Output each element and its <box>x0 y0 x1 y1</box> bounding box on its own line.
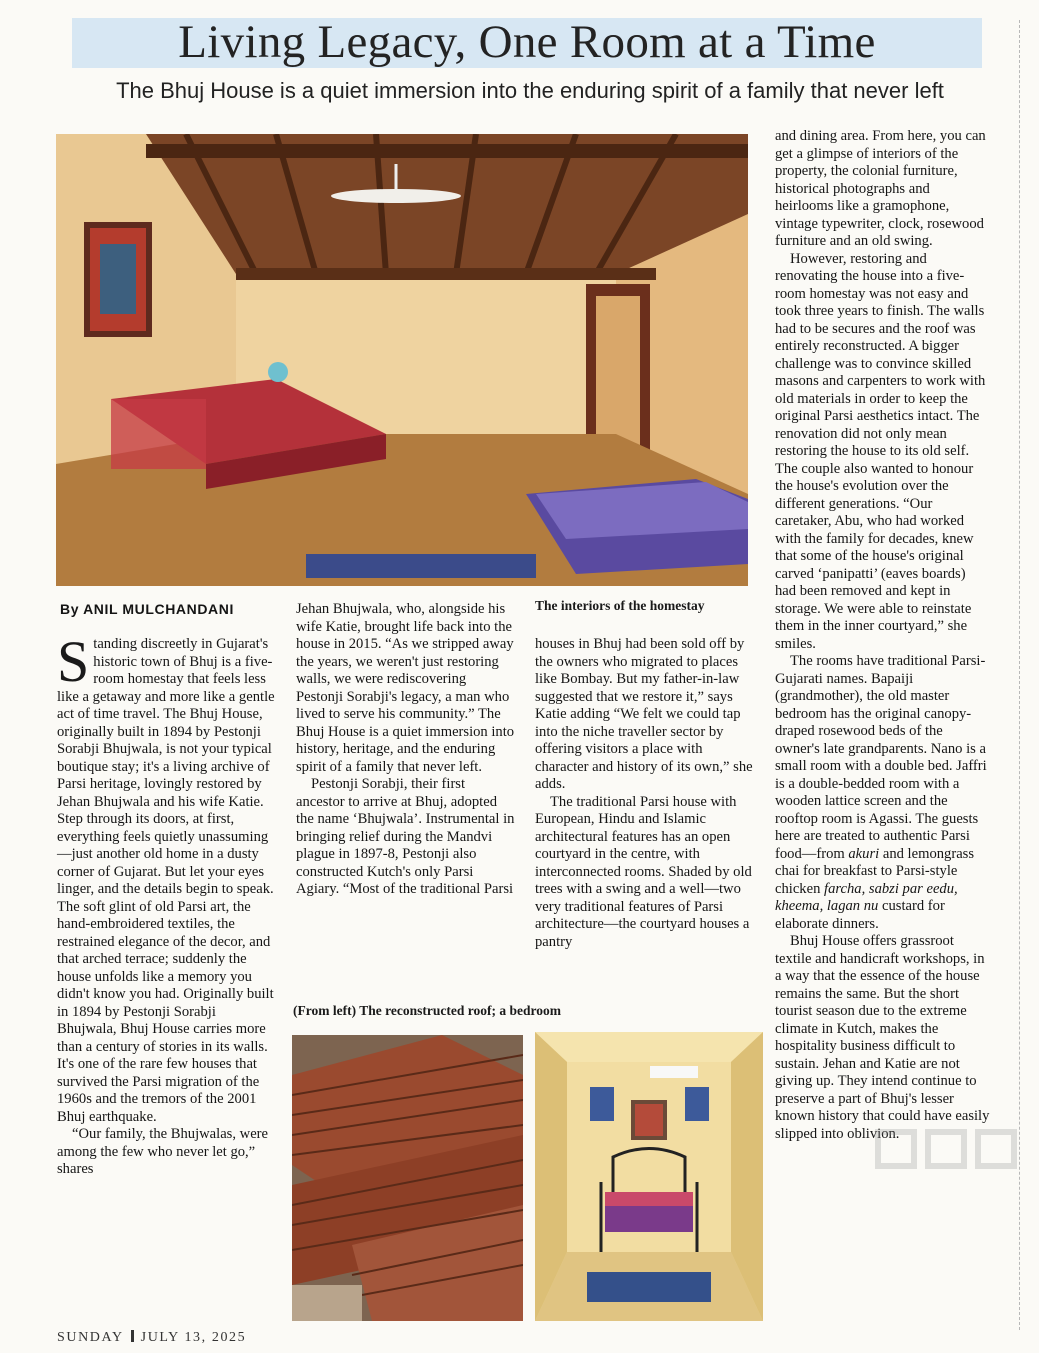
headline: Living Legacy, One Room at a Time <box>178 16 876 68</box>
paragraph: and dining area. From here, you can get a glimpse of interiors of the property, the colonial furniture, historical photographs and heirlooms like a gramophone, vintage typewriter, clock, rosewood furniture and an old swing. <box>775 128 986 249</box>
subheadline: The Bhuj House is a quiet immersion into the enduring spirit of a family that never left <box>116 78 944 103</box>
paragraph: “Our family, the Bhujwalas, were among the few who never let go,” shares <box>57 1126 269 1177</box>
article-column-2 <box>296 601 516 899</box>
page-footer <box>57 1330 246 1346</box>
paragraph: houses in Bhuj had been sold off by the owners who migrated to places like Bombay. But my father-in-law suggested that we restore it,” says Katie adding “We felt we could tap into the niche traveller sector by offering visitors a place with character and history of its own,” she adds. <box>535 636 753 792</box>
drop-cap: S <box>57 629 90 694</box>
article-column-3 <box>535 636 753 951</box>
paragraph: tanding discreetly in Gujarat's historic town of Bhuj is a five-room homestay that feels less like a getaway and more like a gentle act of time travel. The Bhuj House, originally built in 1894 by Pestonji Sorabji Bhujwala, is not your typical boutique stay; it's a living archive of Parsi heritage, lovingly restored by Jehan Bhujwala and his wife Katie. Step through its doors, at first, everything feels quietly unassuming—just another old home in a dusty corner of Gujarat. But let your eyes linger, and the details begin to speak. The soft glint of old Parsi art, the hand-embroidered textiles, the restrained elegance of the decor, and that arched terrace; suddenly the house unfolds like a memory you didn't know you had. Originally built in 1894 by Pestonji Sorabji Bhujwala, Bhuj House carries more than a century of stories in its walls. It's one of the rare few houses that survived the Parsi migration of the 1960s and the tremors of the 2001 Bhuj earthquake. <box>57 636 275 1125</box>
byline: By ANIL MULCHANDANI <box>60 601 234 617</box>
photo-bedroom <box>535 1032 763 1321</box>
footer-day: SUNDAY <box>57 1330 124 1345</box>
article-column-4 <box>775 128 990 1143</box>
paragraph: However, restoring and renovating the house into a five-room homestay was not easy and took three years to finish. The walls had to be secures and the roof was entirely reconstructed. A bigger challenge was to convince skilled masons and carpenters to work with old materials in order to keep the original Parsi aesthetics intact. The renovation did not only mean restoring the house to its old self. The couple also wanted to honour the house's evolution over the different generations. “Our caretaker, Abu, who had worked with the family for decades, knew that some of the house's original carved ‘panipatti’ (eaves boards) had been removed and kept in storage. We were able to reinstate them in the inner courtyard,” she smiles. <box>775 250 986 652</box>
photos-caption: (From left) The reconstructed roof; a bedroom <box>293 1003 561 1018</box>
footer-separator <box>131 1330 134 1342</box>
article-column-1 <box>57 629 275 1179</box>
footer-date: JULY 13, 2025 <box>140 1330 247 1345</box>
paragraph: The rooms have traditional Parsi-Gujarati names. Bapaiji (grandmother), the old master bedroom has the original canopy-draped rosewood beds of the owner's late grandparents. Nano is a small room with a double bed. Jaffri is a double-bedded room with a wooden lattice screen and the rooftop room is Agassi. The guests here are treated to authentic Parsi food—from akuri and lemongrass chai for breakfast to Parsi-style chicken farcha, sabzi par eedu, kheema, lagan nu custard for elaborate dinners. <box>775 653 987 932</box>
hero-photo-bedroom-interior <box>56 134 748 586</box>
paragraph: Jehan Bhujwala, who, alongside his wife Katie, brought life back into the house in 2015. “As we stripped away the years, we weren't just restoring walls, we were rediscovering Pestonji Sorabji's legacy, a man who lived to serve his community.” The Bhuj House is a quiet immersion into history, heritage, and the enduring spirit of a family that never left. <box>296 601 515 775</box>
photo-reconstructed-roof <box>292 1035 523 1321</box>
watermark-logo <box>872 1124 1032 1174</box>
paragraph: Pestonji Sorabji, their first ancestor to arrive at Bhuj, adopted the name ‘Bhujwala’. Instrumental in bringing relief during the Mandvi plague in 1897-8, Pestonji also constructed Kutch's only Parsi Agiary. “Most of the traditional Parsi <box>296 776 515 897</box>
hero-caption: The interiors of the homestay <box>535 598 705 613</box>
paragraph: The traditional Parsi house with European, Hindu and Islamic architectural features has an open courtyard in the centre, with interconnected rooms. Shaded by old trees with a swing and a well—two very traditional features of Parsi architecture—the courtyard houses a pantry <box>535 793 752 950</box>
paragraph: Bhuj House offers grassroot textile and handicraft workshops, in a way that the essence of the house remains the same. But the short tourist season due to the extreme climate in Kutch, makes the hospitality business difficult to sustain. Jehan and Katie are not giving up. They intend continue to preserve a part of Bhuj's lesser known history that could have easily slipped into oblivion. <box>775 933 990 1142</box>
